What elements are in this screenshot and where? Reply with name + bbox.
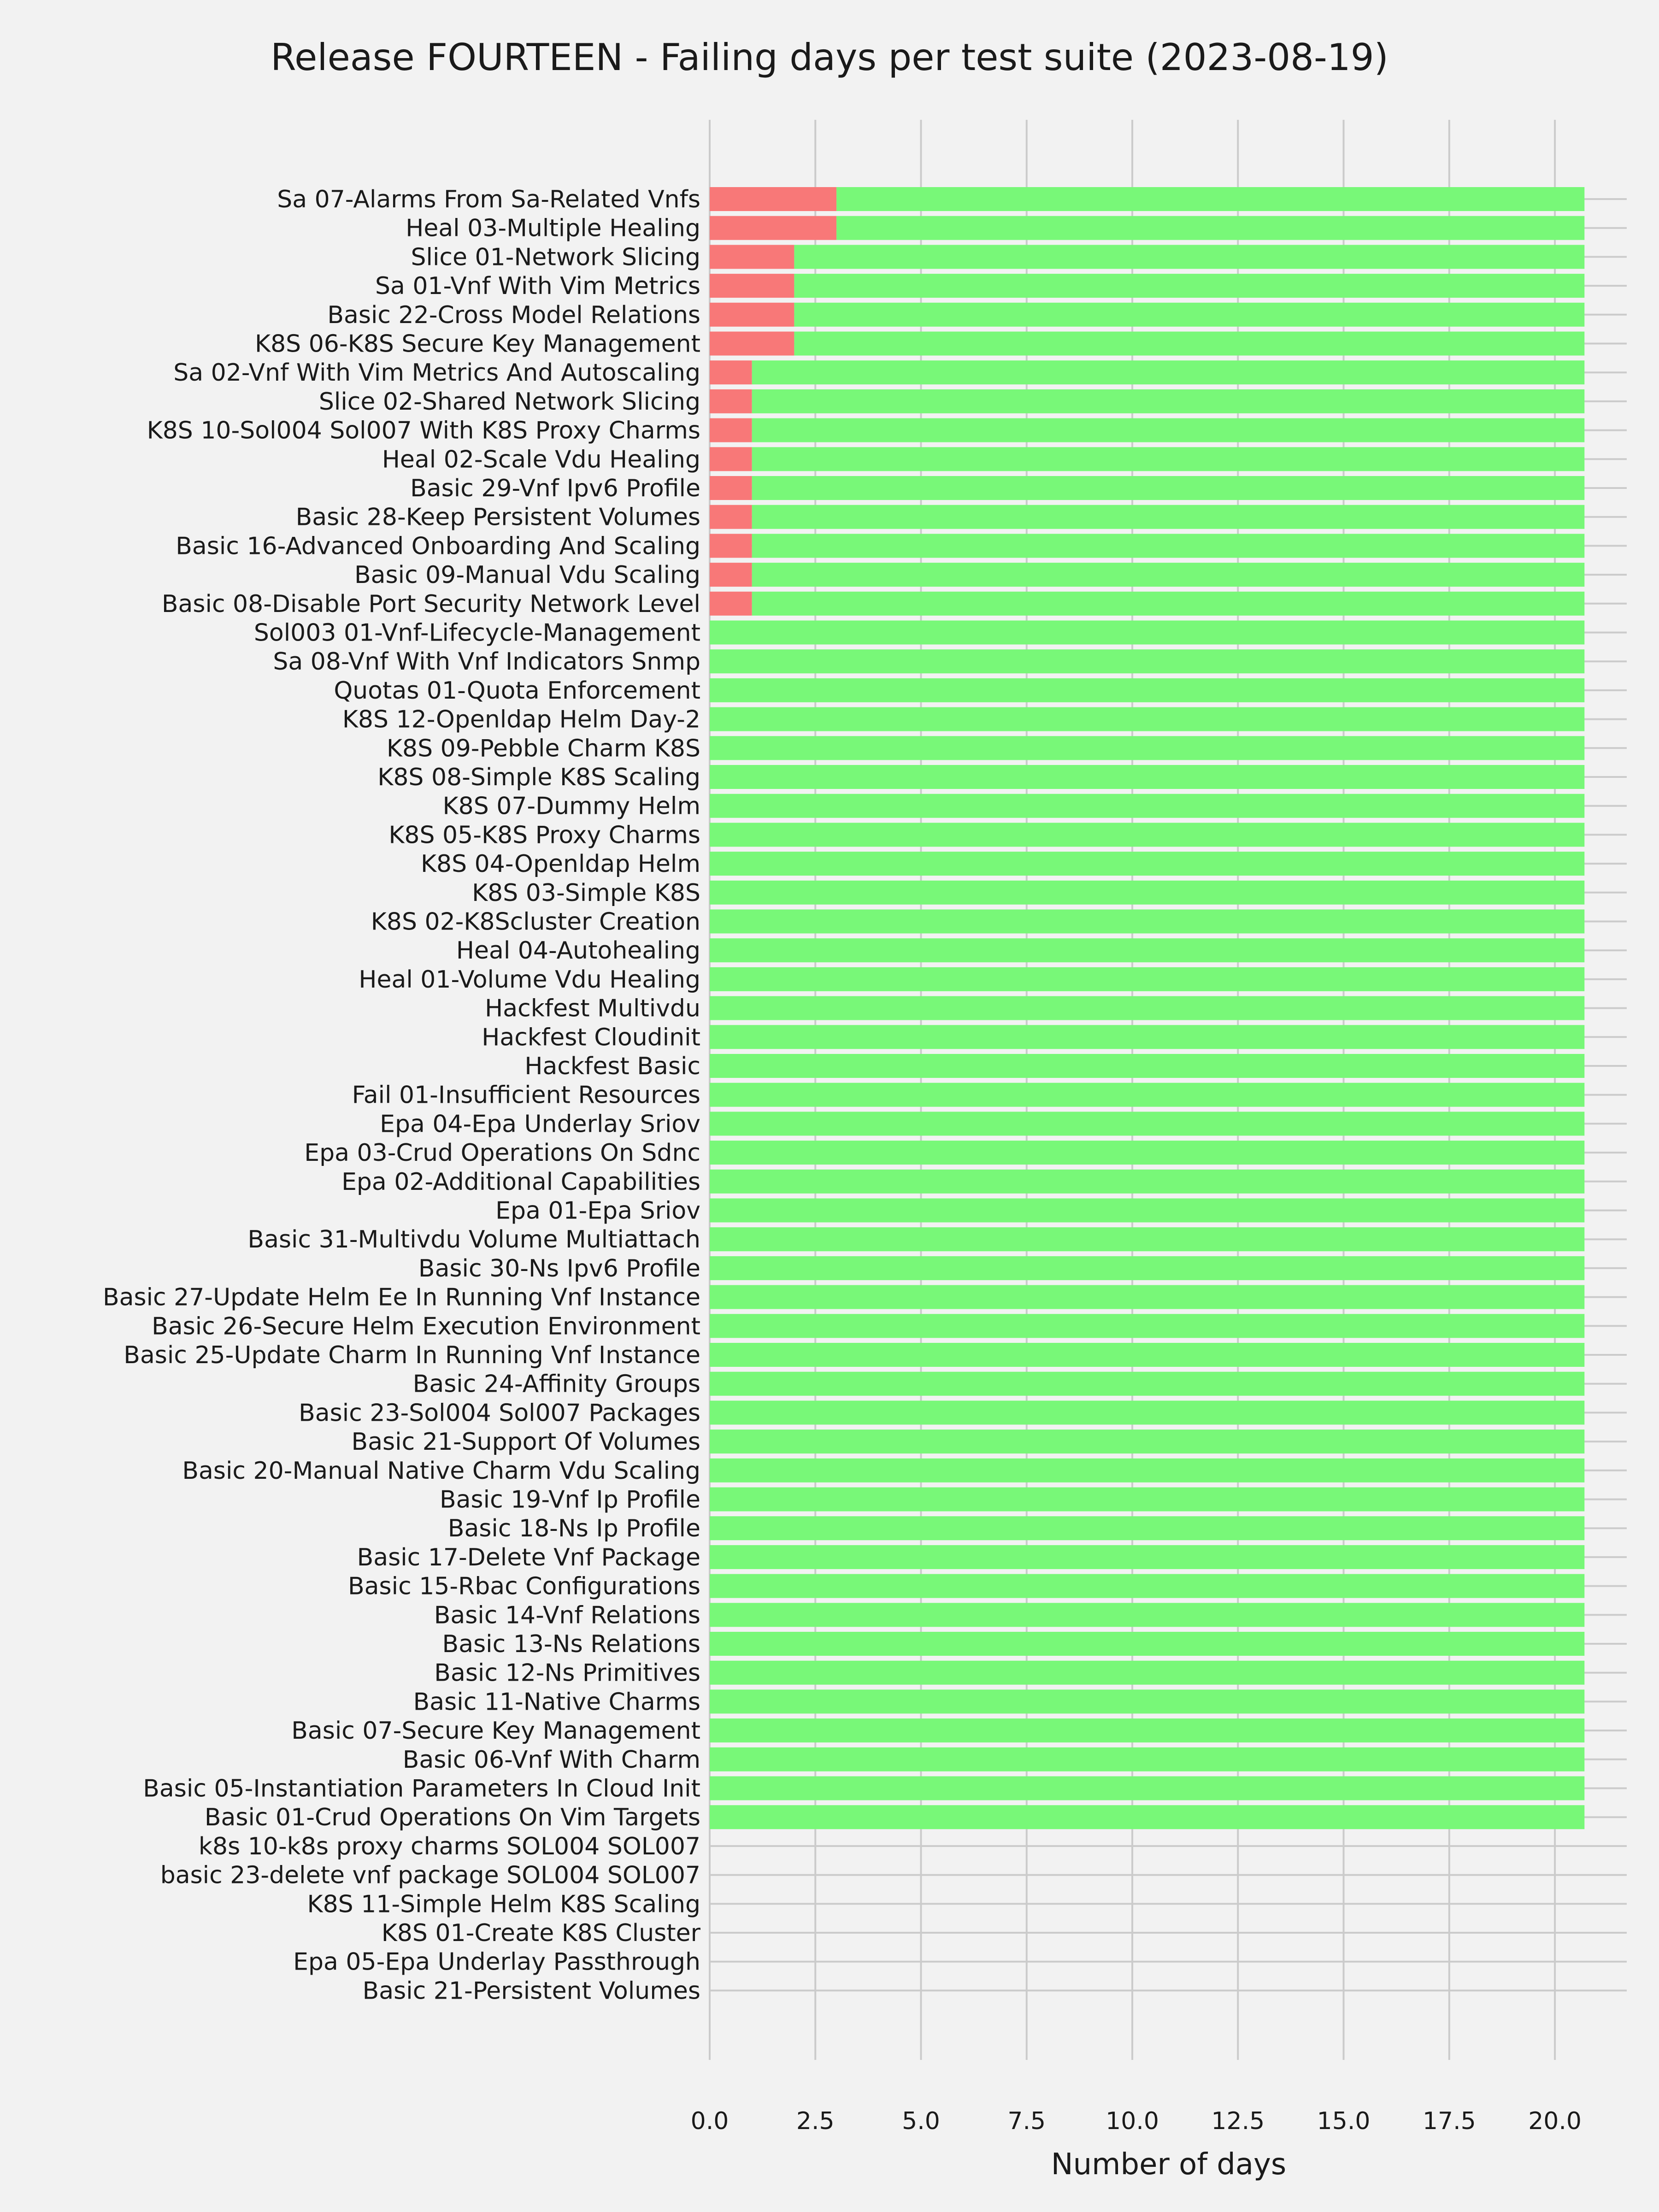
category-label: Basic 01-Crud Operations On Vim Targets — [204, 1804, 700, 1832]
category-label: Heal 01-Volume Vdu Healing — [359, 965, 700, 994]
category-label: Basic 06-Vnf With Charm — [402, 1746, 700, 1774]
pass-bar — [752, 447, 1585, 471]
category-labels — [103, 186, 701, 2005]
pass-bar — [752, 418, 1585, 442]
pass-bar — [710, 621, 1584, 645]
x-tick-label: 12.5 — [1211, 2107, 1265, 2135]
category-label: K8S 05-K8S Proxy Charms — [388, 821, 700, 849]
category-label: Fail 01-Insufficient Resources — [352, 1081, 700, 1109]
pass-bar — [710, 1545, 1584, 1569]
pass-bar — [710, 1314, 1584, 1338]
pass-bar — [710, 910, 1584, 934]
x-axis-label: Number of days — [1051, 2147, 1287, 2182]
category-label: Basic 26-Secure Helm Execution Environment — [152, 1312, 700, 1341]
pass-bar — [752, 476, 1585, 500]
category-label: Epa 05-Epa Underlay Passthrough — [293, 1948, 700, 1976]
pass-bar — [710, 707, 1584, 731]
pass-bar — [710, 1112, 1584, 1135]
x-tick-label: 5.0 — [902, 2107, 940, 2135]
category-label: Basic 15-Rbac Configurations — [348, 1572, 700, 1600]
pass-bar — [710, 967, 1584, 991]
category-label: Basic 07-Secure Key Management — [291, 1717, 700, 1745]
pass-bar — [710, 996, 1584, 1020]
category-label: Hackfest Cloudinit — [482, 1024, 700, 1052]
category-label: basic 23-delete vnf package SOL004 SOL007 — [160, 1861, 700, 1889]
category-label: Hackfest Multivdu — [485, 994, 700, 1023]
fail-bar — [710, 245, 794, 269]
category-label: Basic 21-Support Of Volumes — [351, 1428, 700, 1456]
fail-bar — [710, 447, 752, 471]
x-tick-labels — [691, 2107, 1582, 2135]
fail-bar — [710, 563, 752, 587]
x-tick-label: 2.5 — [796, 2107, 835, 2135]
pass-bar — [794, 245, 1584, 269]
fail-bar — [710, 476, 752, 500]
category-label: K8S 04-Openldap Helm — [420, 850, 700, 878]
category-label: Basic 20-Manual Native Charm Vdu Scaling — [182, 1457, 700, 1485]
category-label: Epa 04-Epa Underlay Sriov — [380, 1110, 700, 1138]
fail-bar — [710, 303, 794, 327]
pass-bar — [710, 823, 1584, 847]
category-label: K8S 12-Openldap Helm Day-2 — [342, 706, 700, 734]
pass-bar — [710, 765, 1584, 789]
x-tick-label: 20.0 — [1528, 2107, 1582, 2135]
fail-bar — [710, 534, 752, 558]
category-label: Basic 29-Vnf Ipv6 Profile — [410, 475, 700, 502]
pass-bar — [710, 1400, 1584, 1424]
category-label: Sol003 01-Vnf-Lifecycle-Management — [253, 619, 700, 647]
pass-bar — [710, 1343, 1584, 1367]
fail-bar — [710, 389, 752, 413]
pass-bar — [710, 1459, 1584, 1483]
category-label: K8S 09-Pebble Charm K8S — [386, 735, 700, 763]
category-label: Basic 28-Keep Persistent Volumes — [295, 503, 700, 531]
fail-bar — [710, 505, 752, 529]
fail-bar — [710, 187, 836, 211]
pass-bar — [710, 736, 1584, 760]
category-label: K8S 06-K8S Secure Key Management — [254, 330, 700, 358]
x-tick-label: 0.0 — [690, 2107, 729, 2135]
category-label: K8S 08-Simple K8S Scaling — [377, 764, 700, 791]
fail-bar — [710, 592, 752, 616]
category-label: Basic 12-Ns Primitives — [434, 1659, 700, 1687]
category-label: Basic 14-Vnf Relations — [434, 1601, 700, 1630]
pass-bar — [752, 563, 1585, 587]
category-label: Sa 08-Vnf With Vnf Indicators Snmp — [273, 648, 700, 676]
pass-bar — [794, 303, 1584, 327]
category-label: Basic 27-Update Helm Ee In Running Vnf Instance — [102, 1283, 700, 1312]
pass-bar — [710, 1372, 1584, 1396]
x-tick-label: 10.0 — [1106, 2107, 1159, 2135]
category-label: k8s 10-k8s proxy charms SOL004 SOL007 — [198, 1832, 700, 1860]
category-label: Basic 21-Persistent Volumes — [362, 1977, 700, 2005]
category-label: Basic 05-Instantiation Parameters In Cloud Init — [143, 1775, 700, 1803]
category-label: Slice 01-Network Slicing — [411, 243, 700, 271]
fail-bar — [710, 332, 794, 356]
pass-bar — [710, 1632, 1584, 1656]
category-label: Basic 11-Native Charms — [413, 1688, 700, 1716]
category-label: Epa 02-Additional Capabilities — [341, 1168, 700, 1196]
pass-bar — [794, 332, 1584, 356]
category-label: Basic 23-Sol004 Sol007 Packages — [299, 1399, 700, 1427]
pass-bar — [794, 274, 1584, 298]
category-label: Quotas 01-Quota Enforcement — [334, 677, 700, 705]
pass-bar — [710, 1689, 1584, 1713]
pass-bar — [710, 1574, 1584, 1598]
fail-bar — [710, 418, 752, 442]
pass-bar — [710, 1025, 1584, 1049]
category-label: Basic 13-Ns Relations — [442, 1630, 700, 1658]
pass-bar — [710, 1054, 1584, 1078]
category-label: Basic 25-Update Charm In Running Vnf Instance — [124, 1341, 700, 1369]
category-label: Basic 09-Manual Vdu Scaling — [354, 561, 700, 589]
category-label: K8S 10-Sol004 Sol007 With K8S Proxy Charms — [147, 417, 700, 445]
pass-bar — [710, 1488, 1584, 1512]
pass-bar — [710, 678, 1584, 702]
pass-bar — [710, 1777, 1584, 1800]
pass-bar — [710, 852, 1584, 876]
category-label: K8S 11-Simple Helm K8S Scaling — [307, 1890, 700, 1918]
pass-bar — [710, 881, 1584, 905]
bar-series — [710, 187, 1584, 1829]
pass-bar — [710, 1141, 1584, 1165]
category-label: K8S 02-K8Scluster Creation — [371, 908, 700, 936]
category-label: Basic 18-Ns Ip Profile — [447, 1515, 700, 1543]
pass-bar — [752, 505, 1585, 529]
fail-bar — [710, 216, 836, 240]
category-label: Slice 02-Shared Network Slicing — [318, 388, 700, 416]
pass-bar — [710, 1227, 1584, 1251]
fail-bar — [710, 360, 752, 384]
pass-bar — [710, 938, 1584, 962]
category-label: Basic 22-Cross Model Relations — [327, 301, 700, 329]
category-label: Basic 19-Vnf Ip Profile — [439, 1486, 700, 1514]
pass-bar — [752, 360, 1585, 384]
category-label: Basic 17-Delete Vnf Package — [357, 1543, 700, 1571]
category-label: Basic 31-Multivdu Volume Multiattach — [247, 1226, 700, 1254]
category-label: Heal 03-Multiple Healing — [406, 214, 700, 242]
pass-bar — [710, 649, 1584, 673]
pass-bar — [836, 216, 1584, 240]
pass-bar — [710, 1718, 1584, 1742]
pass-bar — [836, 187, 1584, 211]
chart-title: Release FOURTEEN - Failing days per test suite (2023-08-19) — [271, 36, 1388, 79]
category-label: Basic 08-Disable Port Security Network Level — [161, 590, 700, 618]
category-label: Sa 07-Alarms From Sa-Related Vnfs — [277, 186, 700, 213]
category-label: K8S 01-Create K8S Cluster — [381, 1919, 700, 1947]
category-label: Sa 01-Vnf With Vim Metrics — [375, 272, 700, 300]
x-tick-label: 17.5 — [1422, 2107, 1476, 2135]
pass-bar — [710, 1805, 1584, 1829]
category-label: K8S 07-Dummy Helm — [442, 792, 700, 820]
pass-bar — [710, 1256, 1584, 1280]
pass-bar — [752, 534, 1585, 558]
fail-bar — [710, 274, 794, 298]
pass-bar — [710, 794, 1584, 818]
pass-bar — [710, 1661, 1584, 1685]
x-tick-label: 15.0 — [1317, 2107, 1371, 2135]
category-label: Epa 01-Epa Sriov — [495, 1197, 700, 1225]
category-label: Epa 03-Crud Operations On Sdnc — [304, 1139, 700, 1167]
pass-bar — [752, 389, 1585, 413]
category-label: Basic 24-Affinity Groups — [412, 1370, 700, 1398]
category-label: Sa 02-Vnf With Vim Metrics And Autoscaling — [173, 359, 700, 387]
x-tick-label: 7.5 — [1007, 2107, 1046, 2135]
pass-bar — [710, 1747, 1584, 1771]
category-label: Basic 30-Ns Ipv6 Profile — [418, 1254, 700, 1282]
pass-bar — [752, 592, 1585, 616]
category-label: K8S 03-Simple K8S — [472, 879, 700, 907]
category-label: Basic 16-Advanced Onboarding And Scaling — [176, 532, 700, 560]
pass-bar — [710, 1603, 1584, 1627]
category-label: Heal 02-Scale Vdu Healing — [382, 446, 700, 474]
pass-bar — [710, 1083, 1584, 1107]
pass-bar — [710, 1199, 1584, 1223]
category-label: Hackfest Basic — [524, 1053, 700, 1080]
pass-bar — [710, 1516, 1584, 1540]
pass-bar — [710, 1170, 1584, 1194]
category-label: Heal 04-Autohealing — [456, 937, 700, 965]
pass-bar — [710, 1430, 1584, 1453]
pass-bar — [710, 1285, 1584, 1309]
